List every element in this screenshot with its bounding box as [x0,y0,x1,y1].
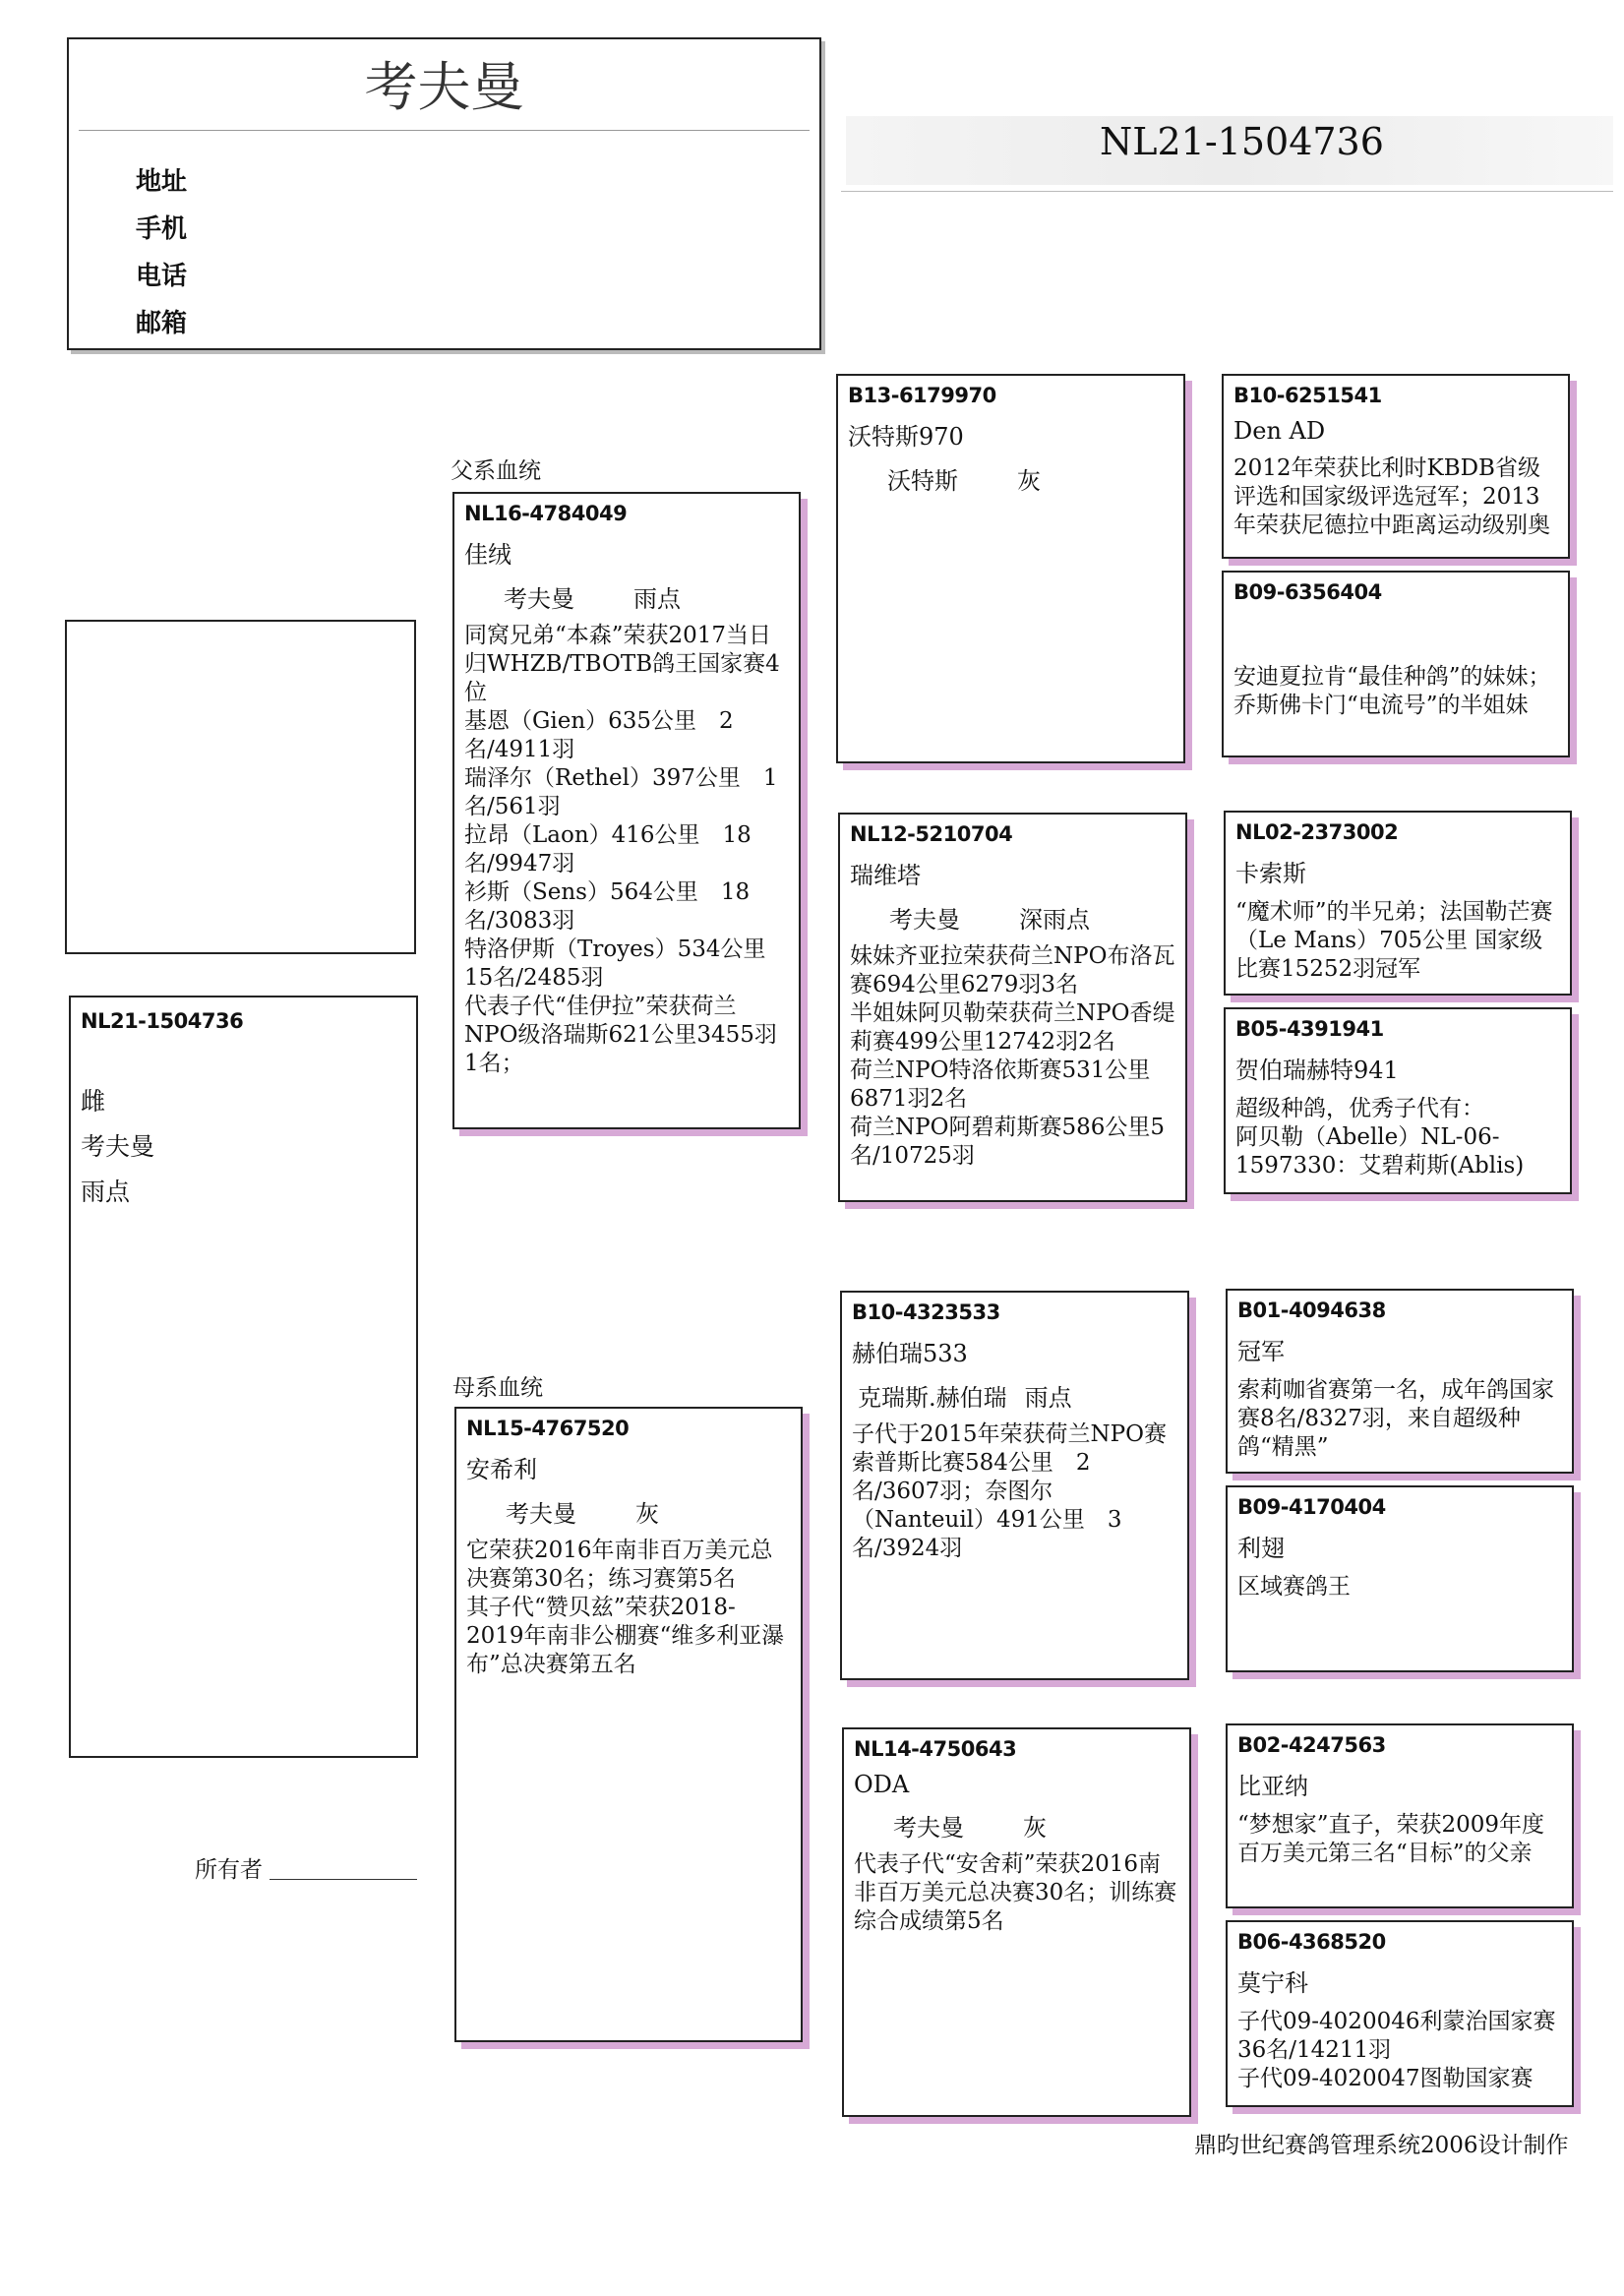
card-breeder: 考夫曼 [893,1814,964,1842]
ring-title: NL21-1504736 [1100,120,1384,163]
card-description: 代表子代“安舍莉”荣获2016南非百万美元总决赛30名；训练赛综合成绩第5名 [854,1851,1177,1934]
card-breeder: 考夫曼 [889,906,960,934]
owner-label: 所有者 [195,1857,263,1883]
card-breeder-color [848,461,1173,496]
card-description: 区域赛鸽王 [1237,1574,1351,1600]
card-ring: B09-4170404 [1237,1495,1386,1519]
card-sdd [1224,1007,1572,1194]
card-ring: B13-6179970 [848,384,996,407]
owner-signature-line [270,1879,417,1880]
card-name: 贺伯瑞赫特941 [1235,1057,1399,1084]
card-name: ODA [854,1771,910,1798]
card-breeder-color [850,900,1175,935]
card-description: 安迪夏拉肯“最佳种鸽”的妹妹；乔斯佛卡门“电流号”的半姐妹 [1233,664,1551,718]
card-breeder-color [852,1378,1177,1413]
card-name [1233,614,1558,653]
card-description: 子代09-4020046利蒙治国家赛36名/14211羽 子代09-4020047图勒国家赛 [1237,2009,1556,2091]
card-description: 它荣获2016年南非百万美元总决赛第30名；练习赛第5名 其子代“赞贝兹”荣获2018-2019年南非公棚赛“维多利亚瀑布”总决赛第五名 [466,1538,785,1677]
card-ring: B01-4094638 [1237,1299,1386,1322]
card-sire-sire [836,374,1185,763]
card-description: 超级种鸽，优秀子代有： 阿贝勒（Abelle）NL-06-1597330：艾碧莉斯(Ablis) [1235,1096,1525,1178]
card-sire [452,492,801,1129]
card-ddd [1226,1920,1574,2107]
card-ring: NL15-4767520 [466,1417,630,1440]
card-breeder-color [854,1808,1179,1843]
card-ring: B09-6356404 [1233,580,1382,604]
owner-header-divider [79,130,810,131]
card-name: 赫伯瑞533 [852,1340,968,1367]
card-ring: B10-4323533 [852,1300,1000,1324]
card-breeder: 克瑞斯.赫伯瑞 [858,1384,1007,1412]
card-color: 雨点 [633,585,681,613]
subject-color: 雨点 [81,1178,131,1206]
card-description: “梦想家”直子，荣获2009年度百万美元第三名“目标”的父亲 [1237,1812,1545,1866]
card-breeder: 考夫曼 [506,1500,576,1528]
card-sire-dam [838,813,1187,1202]
card-dam [454,1407,803,2042]
subject-breeder: 考夫曼 [81,1132,155,1161]
card-name: 莫宁科 [1237,1969,1308,1997]
card-dam-sire [840,1291,1189,1680]
contact-field-address: 地址 [136,167,188,197]
card-breeder-color [464,579,789,614]
card-ring: B05-4391941 [1235,1017,1384,1041]
card-dam-dam [842,1727,1191,2117]
card-breeder: 考夫曼 [504,585,574,613]
card-breeder-color [466,1494,791,1529]
footer-credit: 鼎昀世纪赛鸽管理系统2006设计制作 [1194,2133,1569,2158]
card-breeder: 沃特斯 [887,467,958,495]
photo-box [65,620,416,954]
dam-line-label: 母系血统 [452,1375,543,1401]
card-name: 沃特斯970 [848,423,964,451]
card-description: 子代于2015年荣获荷兰NPO赛索普斯比赛584公里 2名/3607羽；奈图尔（Nanteuil）491公里 3名/3924羽 [852,1421,1167,1561]
ring-title-underline [841,191,1613,192]
contact-field-phone: 电话 [136,262,188,291]
subject-sex: 雌 [81,1087,106,1116]
card-sds [1224,811,1572,996]
card-description: 索莉咖省赛第一名，成年鸽国家赛8名/8327羽，来自超级种鸽“精黑” [1237,1377,1554,1460]
subject-box [69,996,418,1758]
card-name: 瑞维塔 [850,862,921,889]
card-ring: NL02-2373002 [1235,820,1399,844]
card-ring: B10-6251541 [1233,384,1382,407]
card-name: 佳绒 [464,541,511,569]
subject-ring: NL21-1504736 [81,1009,244,1033]
card-name: 利翅 [1237,1535,1285,1562]
card-dss [1226,1289,1574,1474]
card-name: 冠军 [1237,1338,1285,1365]
card-color: 雨点 [1024,1384,1072,1412]
card-sss [1222,374,1570,559]
card-description: “魔术师”的半兄弟；法国勒芒赛（Le Mans）705公里 国家级比赛15252羽冠军 [1235,899,1553,982]
card-color: 灰 [635,1500,659,1528]
card-color: 灰 [1023,1814,1047,1842]
card-name: 比亚纳 [1237,1773,1308,1800]
card-description: 妹妹齐亚拉荣获荷兰NPO布洛瓦赛694公里6279羽3名 半姐妹阿贝勒荣获荷兰NPO香缇莉赛499公里12742羽2名 荷兰NPO特洛依斯赛531公里6871羽2名 荷兰NPO阿碧莉斯赛586公里5名/10725羽 [850,943,1175,1169]
card-color: 深雨点 [1019,906,1090,934]
card-ring: NL12-5210704 [850,822,1013,846]
card-description: 同窝兄弟“本森”荣获2017当日归WHZB/TBOTB鸽王国家赛4位 基恩（Gien）635公里 2名/4911羽 瑞泽尔（Rethel）397公里 1名/561羽 拉昂（Laon）416公里 18名/9947羽 衫斯（Sens）564公里 18名/3083羽 特洛伊斯（Troyes）534公里 15名/2485羽 代表子代“佳伊拉”荣获荷兰NPO级洛瑞斯621公里3455羽1名； [464,623,780,1076]
card-ring: NL14-4750643 [854,1737,1017,1761]
card-ring: B06-4368520 [1237,1930,1386,1954]
card-ssd [1222,571,1570,757]
card-ring: B02-4247563 [1237,1733,1386,1757]
card-name: 卡索斯 [1235,860,1306,887]
contact-field-email: 邮箱 [136,309,188,338]
card-dds [1226,1723,1574,1908]
contact-field-mobile: 手机 [136,214,188,244]
card-name: Den AD [1233,417,1326,445]
card-dsd [1226,1485,1574,1672]
owner-name: 考夫曼 [364,56,524,118]
card-ring: NL16-4784049 [464,502,628,525]
owner-header-box [67,37,821,350]
card-name: 安希利 [466,1456,537,1483]
sire-line-label: 父系血统 [451,458,541,484]
card-color: 灰 [1017,467,1041,495]
card-description: 2012年荣获比利时KBDB省级评选和国家级评选冠军；2013年荣获尼德拉中距离运动级别奥 [1233,455,1550,538]
